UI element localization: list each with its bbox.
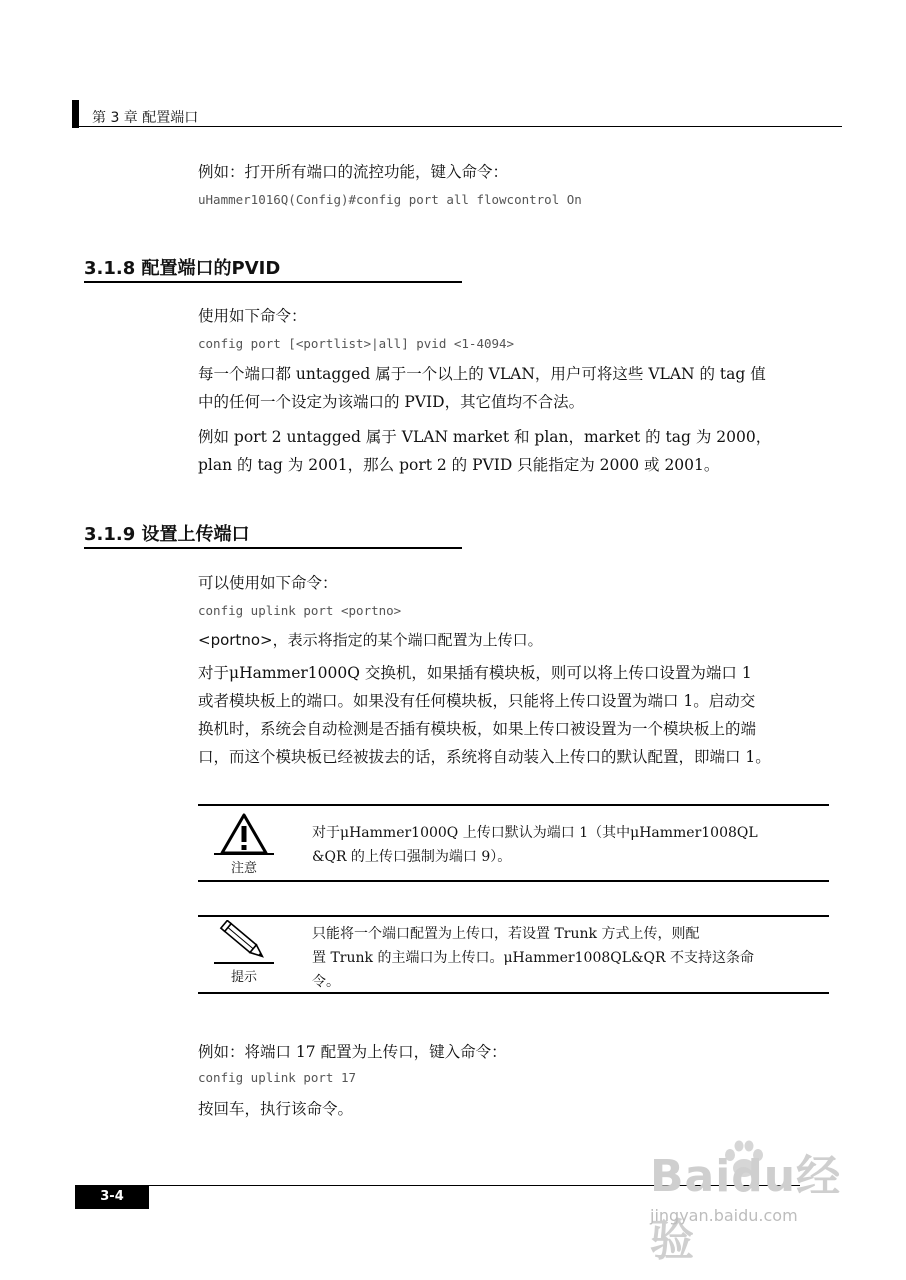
watermark-logo: Baidu经验 <box>650 1151 842 1266</box>
caution-line1: 对于μHammer1000Q 上传口默认为端口 1（其中μHammer1008QL <box>312 825 758 841</box>
pvid-lead: 使用如下命令： <box>198 307 307 325</box>
pvid-para2-line2: plan 的 tag 为 2001，那么 port 2 的 PVID 只能指定为 2000 或 2001。 <box>198 456 720 474</box>
baidu-watermark <box>640 1140 870 1266</box>
section-rule-uplink <box>84 547 462 549</box>
tip-top-rule <box>198 915 829 917</box>
section-title-pvid: 3.1.8 配置端口的PVID <box>84 258 281 279</box>
chapter-header: 第 3 章 配置端口 <box>92 110 199 126</box>
caution-label: 注意 <box>230 861 257 876</box>
tip-line2: 置 Trunk 的主端口为上传口。μHammer1008QL&QR 不支持这条命 <box>312 950 754 966</box>
tip-bottom-rule <box>198 992 829 994</box>
intro-text: 例如：打开所有端口的流控功能，键入命令： <box>198 163 509 181</box>
tip-label: 提示 <box>230 970 257 985</box>
pvid-para1-line1: 每一个端口都 untagged 属于一个以上的 VLAN，用户可将这些 VLAN 的 tag 值 <box>198 365 766 383</box>
uplink-lead: 可以使用如下命令： <box>198 574 338 592</box>
warning-icon <box>214 812 274 856</box>
page-number: 3-4 <box>75 1185 149 1209</box>
pencil-icon <box>214 920 274 962</box>
tip-line3: 令。 <box>312 974 340 990</box>
uplink-para-line2: 或者模块板上的端口。如果没有任何模块板，只能将上传口设置为端口 1。启动交 <box>198 692 756 710</box>
caution-top-rule <box>198 804 829 806</box>
example-text: 例如：将端口 17 配置为上传口，键入命令： <box>198 1043 507 1061</box>
portno-description: <portno>，表示将指定的某个端口配置为上传口。 <box>198 631 543 649</box>
uplink-para-line1: 对于μHammer1000Q 交换机，如果插有模块板，则可以将上传口设置为端口 1 <box>198 664 752 682</box>
pvid-command: config port [<portlist>|all] pvid <1-4094> <box>198 336 515 351</box>
example-command: config uplink port 17 <box>198 1070 357 1085</box>
header-rule <box>72 126 842 127</box>
pvid-para1-line2: 中的任何一个设定为该端口的 PVID，其它值均不合法。 <box>198 393 585 411</box>
caution-icon-underline <box>214 853 274 855</box>
caution-line2: &QR 的上传口强制为端口 9）。 <box>312 849 512 865</box>
intro-command: uHammer1016Q(Config)#config port all flowcontrol On <box>198 192 582 207</box>
watermark-url: jingyan.baidu.com <box>650 1206 798 1225</box>
uplink-command: config uplink port <portno> <box>198 603 402 618</box>
pvid-para2-line1: 例如 port 2 untagged 属于 VLAN market 和 plan，market 的 tag 为 2000， <box>198 428 772 446</box>
section-title-uplink: 3.1.9 设置上传端口 <box>84 524 250 545</box>
caution-bottom-rule <box>198 880 829 882</box>
tip-line1: 只能将一个端口配置为上传口，若设置 Trunk 方式上传，则配 <box>312 926 700 942</box>
section-rule-pvid <box>84 281 462 283</box>
tip-icon-underline <box>214 962 274 964</box>
uplink-para-line4: 口，而这个模块板已经被拔去的话，系统将自动装入上传口的默认配置，即端口 1。 <box>198 748 771 766</box>
uplink-para-line3: 换机时，系统会自动检测是否插有模块板，如果上传口被设置为一个模块板上的端 <box>198 720 757 738</box>
example-after: 按回车，执行该命令。 <box>198 1100 354 1118</box>
header-bar <box>72 100 79 128</box>
